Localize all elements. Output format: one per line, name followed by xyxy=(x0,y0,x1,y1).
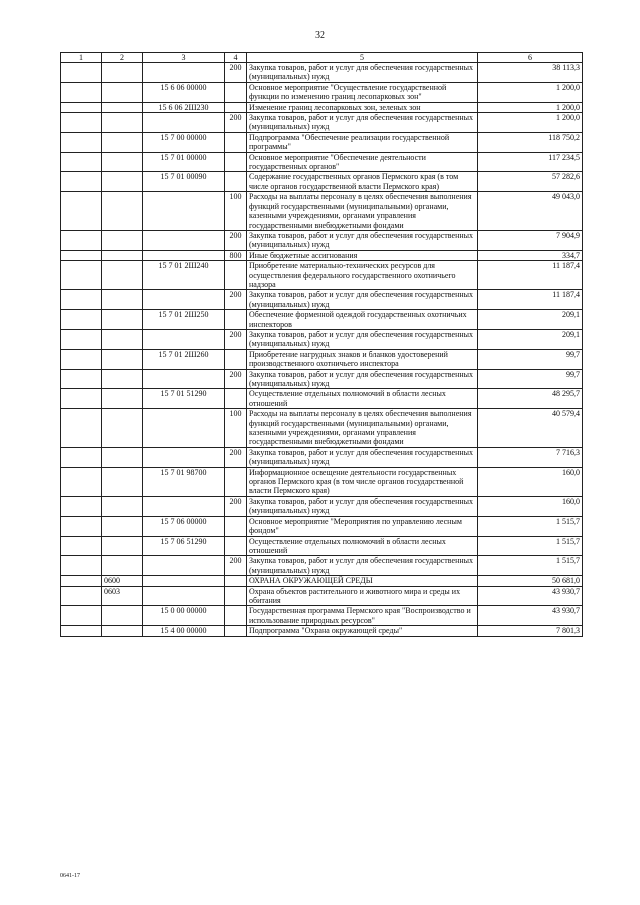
subsection-cell xyxy=(102,261,143,290)
section-cell xyxy=(61,576,102,586)
amount-cell: 57 282,6 xyxy=(478,172,583,192)
amount-cell: 117 234,5 xyxy=(478,152,583,172)
table-row xyxy=(61,230,583,250)
header-cell: 3 xyxy=(143,53,225,63)
description-cell: Информационное освещение деятельности государственных органов Пермского края (в том числе органов государственной власти Пермского края) xyxy=(247,467,478,496)
description-cell: Закупка товаров, работ и услуг для обеспечения государственных (муниципальных) нужд xyxy=(247,369,478,389)
description-cell: Осуществление отдельных полномочий в области лесных отношений xyxy=(247,536,478,556)
amount-cell: 1 515,7 xyxy=(478,556,583,576)
section-cell xyxy=(61,230,102,250)
description-cell: Основное мероприятие "Осуществление государственной функции по изменению границ лесопарковых зон" xyxy=(247,82,478,102)
expense-type-cell xyxy=(225,310,247,330)
expense-type-cell: 200 xyxy=(225,556,247,576)
subsection-cell xyxy=(102,172,143,192)
table-row xyxy=(61,250,583,260)
description-cell: Содержание государственных органов Пермского края (в том числе органов государственной власти Пермского края) xyxy=(247,172,478,192)
target-article-cell xyxy=(143,369,225,389)
target-article-cell xyxy=(143,290,225,310)
target-article-cell: 15 7 01 2Ш260 xyxy=(143,349,225,369)
description-cell: Обеспечение форменной одеждой государственных охотничьих инспекторов xyxy=(247,310,478,330)
amount-cell: 99,7 xyxy=(478,349,583,369)
expense-type-cell: 200 xyxy=(225,369,247,389)
table-row xyxy=(61,310,583,330)
amount-cell: 209,1 xyxy=(478,310,583,330)
target-article-cell xyxy=(143,192,225,231)
expense-type-cell: 800 xyxy=(225,250,247,260)
subsection-cell xyxy=(102,82,143,102)
description-cell: Основное мероприятие "Обеспечение деятельности государственных органов" xyxy=(247,152,478,172)
target-article-cell xyxy=(143,496,225,516)
section-cell xyxy=(61,626,102,636)
amount-cell: 48 295,7 xyxy=(478,389,583,409)
expense-type-cell: 200 xyxy=(225,329,247,349)
amount-cell: 334,7 xyxy=(478,250,583,260)
table-row xyxy=(61,516,583,536)
amount-cell: 43 930,7 xyxy=(478,606,583,626)
section-cell xyxy=(61,152,102,172)
expense-type-cell: 200 xyxy=(225,447,247,467)
target-article-cell: 15 0 00 00000 xyxy=(143,606,225,626)
amount-cell: 1 515,7 xyxy=(478,536,583,556)
table-row xyxy=(61,576,583,586)
amount-cell: 209,1 xyxy=(478,329,583,349)
amount-cell: 40 579,4 xyxy=(478,409,583,448)
description-cell: Расходы на выплаты персоналу в целях обеспечения выполнения функций государственными (муниципальными) органами, казенными учреждениями, органами управления государственными внебюджетными фондами xyxy=(247,192,478,231)
subsection-cell xyxy=(102,606,143,626)
table-row xyxy=(61,626,583,636)
section-cell xyxy=(61,586,102,606)
header-cell: 2 xyxy=(102,53,143,63)
table-body xyxy=(61,53,583,637)
subsection-cell xyxy=(102,152,143,172)
table-row xyxy=(61,349,583,369)
table-row xyxy=(61,172,583,192)
amount-cell: 7 904,9 xyxy=(478,230,583,250)
table-row xyxy=(61,261,583,290)
table-row xyxy=(61,496,583,516)
amount-cell: 160,0 xyxy=(478,467,583,496)
amount-cell: 11 187,4 xyxy=(478,290,583,310)
section-cell xyxy=(61,329,102,349)
expense-type-cell xyxy=(225,172,247,192)
target-article-cell: 15 7 06 00000 xyxy=(143,516,225,536)
header-cell: 4 xyxy=(225,53,247,63)
target-article-cell: 15 6 06 00000 xyxy=(143,82,225,102)
amount-cell: 1 200,0 xyxy=(478,102,583,112)
subsection-cell xyxy=(102,389,143,409)
header-cell: 1 xyxy=(61,53,102,63)
table-row xyxy=(61,113,583,133)
section-cell xyxy=(61,310,102,330)
section-cell xyxy=(61,113,102,133)
target-article-cell: 15 7 01 51290 xyxy=(143,389,225,409)
description-cell: Изменение границ лесопарковых зон, зеленых зон xyxy=(247,102,478,112)
section-cell xyxy=(61,82,102,102)
table-row xyxy=(61,102,583,112)
page-number: 32 xyxy=(315,30,325,41)
amount-cell: 50 681,0 xyxy=(478,576,583,586)
section-cell xyxy=(61,606,102,626)
amount-cell: 43 930,7 xyxy=(478,586,583,606)
table-row xyxy=(61,536,583,556)
subsection-cell: 0603 xyxy=(102,586,143,606)
subsection-cell xyxy=(102,310,143,330)
table-row xyxy=(61,290,583,310)
subsection-cell xyxy=(102,329,143,349)
subsection-cell xyxy=(102,192,143,231)
amount-cell: 160,0 xyxy=(478,496,583,516)
subsection-cell xyxy=(102,536,143,556)
subsection-cell xyxy=(102,409,143,448)
table-row xyxy=(61,389,583,409)
description-cell: Приобретение материально-технических ресурсов для осуществления федерального государственного охотничьего надзора xyxy=(247,261,478,290)
subsection-cell xyxy=(102,290,143,310)
expense-type-cell xyxy=(225,349,247,369)
amount-cell: 1 200,0 xyxy=(478,82,583,102)
section-cell xyxy=(61,290,102,310)
amount-cell: 118 750,2 xyxy=(478,132,583,152)
target-article-cell: 15 7 06 51290 xyxy=(143,536,225,556)
description-cell: Подпрограмма "Охрана окружающей среды" xyxy=(247,626,478,636)
section-cell xyxy=(61,172,102,192)
description-cell: Закупка товаров, работ и услуг для обеспечения государственных (муниципальных) нужд xyxy=(247,556,478,576)
subsection-cell xyxy=(102,113,143,133)
target-article-cell: 15 7 01 2Ш240 xyxy=(143,261,225,290)
section-cell xyxy=(61,132,102,152)
section-cell xyxy=(61,102,102,112)
subsection-cell xyxy=(102,626,143,636)
subsection-cell xyxy=(102,496,143,516)
description-cell: Охрана объектов растительного и животного мира и среды их обитания xyxy=(247,586,478,606)
subsection-cell xyxy=(102,132,143,152)
subsection-cell xyxy=(102,467,143,496)
expense-type-cell: 200 xyxy=(225,290,247,310)
description-cell: Иные бюджетные ассигнования xyxy=(247,250,478,260)
section-cell xyxy=(61,369,102,389)
amount-cell: 7 801,3 xyxy=(478,626,583,636)
table-row xyxy=(61,447,583,467)
section-cell xyxy=(61,63,102,83)
description-cell: Осуществление отдельных полномочий в области лесных отношений xyxy=(247,389,478,409)
subsection-cell xyxy=(102,447,143,467)
target-article-cell: 15 7 01 98700 xyxy=(143,467,225,496)
table-row xyxy=(61,586,583,606)
expense-type-cell xyxy=(225,586,247,606)
description-cell: Приобретение нагрудных знаков и бланков удостоверений производственного охотничьего инспектора xyxy=(247,349,478,369)
target-article-cell xyxy=(143,409,225,448)
table-row xyxy=(61,556,583,576)
target-article-cell: 15 7 01 00000 xyxy=(143,152,225,172)
section-cell xyxy=(61,250,102,260)
target-article-cell: 15 7 01 2Ш250 xyxy=(143,310,225,330)
subsection-cell xyxy=(102,250,143,260)
expense-type-cell xyxy=(225,102,247,112)
target-article-cell xyxy=(143,329,225,349)
amount-cell: 1 200,0 xyxy=(478,113,583,133)
subsection-cell xyxy=(102,349,143,369)
table-row xyxy=(61,132,583,152)
table-row xyxy=(61,192,583,231)
description-cell: Закупка товаров, работ и услуг для обеспечения государственных (муниципальных) нужд xyxy=(247,447,478,467)
section-cell xyxy=(61,409,102,448)
expense-type-cell: 100 xyxy=(225,192,247,231)
table-row xyxy=(61,409,583,448)
description-cell: Закупка товаров, работ и услуг для обеспечения государственных (муниципальных) нужд xyxy=(247,496,478,516)
target-article-cell xyxy=(143,576,225,586)
amount-cell: 99,7 xyxy=(478,369,583,389)
table-row xyxy=(61,82,583,102)
expense-type-cell: 200 xyxy=(225,113,247,133)
subsection-cell xyxy=(102,63,143,83)
expense-type-cell xyxy=(225,626,247,636)
expense-type-cell xyxy=(225,132,247,152)
target-article-cell xyxy=(143,250,225,260)
target-article-cell xyxy=(143,447,225,467)
subsection-cell xyxy=(102,102,143,112)
expense-type-cell xyxy=(225,152,247,172)
expense-type-cell: 200 xyxy=(225,63,247,83)
target-article-cell xyxy=(143,586,225,606)
header-cell: 6 xyxy=(478,53,583,63)
description-cell: Закупка товаров, работ и услуг для обеспечения государственных (муниципальных) нужд xyxy=(247,63,478,83)
section-cell xyxy=(61,192,102,231)
table-row xyxy=(61,369,583,389)
expense-type-cell xyxy=(225,576,247,586)
expense-type-cell xyxy=(225,606,247,626)
section-cell xyxy=(61,349,102,369)
subsection-cell xyxy=(102,369,143,389)
subsection-cell: 0600 xyxy=(102,576,143,586)
amount-cell: 1 515,7 xyxy=(478,516,583,536)
target-article-cell: 15 4 00 00000 xyxy=(143,626,225,636)
section-cell xyxy=(61,496,102,516)
amount-cell: 7 716,3 xyxy=(478,447,583,467)
section-cell xyxy=(61,389,102,409)
description-cell: Закупка товаров, работ и услуг для обеспечения государственных (муниципальных) нужд xyxy=(247,329,478,349)
header-cell: 5 xyxy=(247,53,478,63)
expense-type-cell xyxy=(225,389,247,409)
section-cell xyxy=(61,536,102,556)
subsection-cell xyxy=(102,516,143,536)
expense-type-cell xyxy=(225,467,247,496)
table-header-row xyxy=(61,53,583,63)
description-cell: Основное мероприятие "Мероприятия по управлению лесным фондом" xyxy=(247,516,478,536)
table-row xyxy=(61,329,583,349)
section-cell xyxy=(61,556,102,576)
budget-table xyxy=(60,52,583,637)
table-row xyxy=(61,606,583,626)
description-cell: Закупка товаров, работ и услуг для обеспечения государственных (муниципальных) нужд xyxy=(247,113,478,133)
table-row xyxy=(61,152,583,172)
section-cell xyxy=(61,516,102,536)
description-cell: Расходы на выплаты персоналу в целях обеспечения выполнения функций государственными (муниципальными) органами, казенными учреждениями, органами управления государственными внебюджетными фондами xyxy=(247,409,478,448)
subsection-cell xyxy=(102,556,143,576)
target-article-cell: 15 7 01 00090 xyxy=(143,172,225,192)
section-cell xyxy=(61,447,102,467)
expense-type-cell xyxy=(225,536,247,556)
amount-cell: 11 187,4 xyxy=(478,261,583,290)
footer-code: 0641-17 xyxy=(60,873,80,879)
target-article-cell xyxy=(143,113,225,133)
description-cell: ОХРАНА ОКРУЖАЮЩЕЙ СРЕДЫ xyxy=(247,576,478,586)
expense-type-cell: 100 xyxy=(225,409,247,448)
section-cell xyxy=(61,467,102,496)
table-row xyxy=(61,63,583,83)
expense-type-cell xyxy=(225,516,247,536)
target-article-cell: 15 7 00 00000 xyxy=(143,132,225,152)
expense-type-cell: 200 xyxy=(225,230,247,250)
target-article-cell: 15 6 06 2Ш230 xyxy=(143,102,225,112)
target-article-cell xyxy=(143,556,225,576)
target-article-cell xyxy=(143,230,225,250)
description-cell: Подпрограмма "Обеспечение реализации государственной программы" xyxy=(247,132,478,152)
expense-type-cell xyxy=(225,82,247,102)
target-article-cell xyxy=(143,63,225,83)
description-cell: Государственная программа Пермского края "Воспроизводство и использование природных ресурсов" xyxy=(247,606,478,626)
amount-cell: 49 043,0 xyxy=(478,192,583,231)
subsection-cell xyxy=(102,230,143,250)
description-cell: Закупка товаров, работ и услуг для обеспечения государственных (муниципальных) нужд xyxy=(247,290,478,310)
expense-type-cell xyxy=(225,261,247,290)
amount-cell: 38 113,3 xyxy=(478,63,583,83)
section-cell xyxy=(61,261,102,290)
description-cell: Закупка товаров, работ и услуг для обеспечения государственных (муниципальных) нужд xyxy=(247,230,478,250)
expense-type-cell: 200 xyxy=(225,496,247,516)
table-row xyxy=(61,467,583,496)
